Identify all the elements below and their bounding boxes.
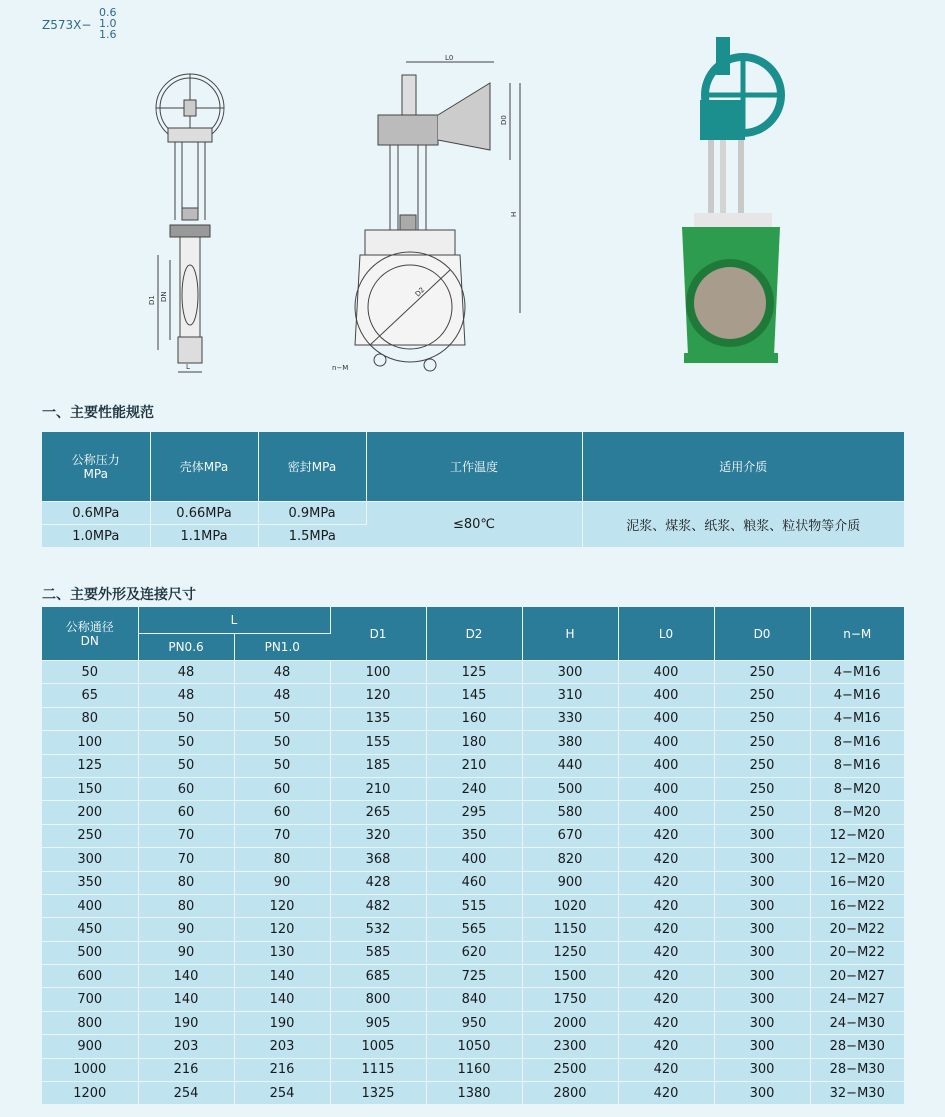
table-cell: 1005 <box>330 1035 426 1058</box>
table-cell: 20−M27 <box>810 965 904 988</box>
table-cell: 400 <box>618 754 714 777</box>
table-row <box>42 707 904 730</box>
table-cell: 300 <box>714 1035 810 1058</box>
table-cell: 250 <box>714 777 810 800</box>
table-cell: 70 <box>234 824 330 847</box>
table-cell: 250 <box>42 824 138 847</box>
header-seal: 密封MPa <box>258 432 366 502</box>
table-cell: 1250 <box>522 941 618 964</box>
table-cell: 120 <box>234 894 330 917</box>
side-view-drawing <box>130 60 240 380</box>
table-cell: 203 <box>234 1035 330 1058</box>
table-cell: 1000 <box>42 1058 138 1081</box>
table-cell: 685 <box>330 965 426 988</box>
table-row <box>42 871 904 894</box>
table-cell: 125 <box>42 754 138 777</box>
table-cell: 1200 <box>42 1082 138 1105</box>
model-base: Z573X− <box>42 18 92 32</box>
table-cell: 8−M16 <box>810 731 904 754</box>
table-row <box>42 731 904 754</box>
table-cell: 210 <box>426 754 522 777</box>
table-cell: 400 <box>426 848 522 871</box>
header-nominal-pressure: 公称压力 MPa <box>42 432 150 502</box>
table-cell: 50 <box>42 661 138 684</box>
table-cell: 50 <box>138 707 234 730</box>
table-cell: 400 <box>618 801 714 824</box>
table-cell: 310 <box>522 684 618 707</box>
table-cell: 950 <box>426 1011 522 1034</box>
table-row <box>42 1035 904 1058</box>
table-cell: 48 <box>234 684 330 707</box>
table-cell: 300 <box>714 1011 810 1034</box>
table-cell: 1150 <box>522 918 618 941</box>
table-cell: 50 <box>234 707 330 730</box>
table-cell: 28−M30 <box>810 1058 904 1081</box>
table-cell: 532 <box>330 918 426 941</box>
table-cell: 145 <box>426 684 522 707</box>
table-cell: 840 <box>426 988 522 1011</box>
table-cell: 1500 <box>522 965 618 988</box>
table-cell: 0.9MPa <box>258 502 366 525</box>
table-cell: 700 <box>42 988 138 1011</box>
model-code <box>42 6 132 42</box>
table-cell: 300 <box>714 871 810 894</box>
table-cell: 0.6MPa <box>42 502 150 525</box>
table-row <box>42 848 904 871</box>
table-row <box>42 661 904 684</box>
table-cell: 500 <box>42 941 138 964</box>
table-cell: 32−M30 <box>810 1082 904 1105</box>
section2-title: 二、主要外形及连接尺寸 <box>42 587 196 603</box>
table-cell: 60 <box>138 777 234 800</box>
table-cell: 428 <box>330 871 426 894</box>
dimension-table <box>42 607 904 1105</box>
table-cell: 565 <box>426 918 522 941</box>
valve-product-image <box>668 35 798 375</box>
table-cell: 515 <box>426 894 522 917</box>
table-cell: 254 <box>234 1082 330 1105</box>
table-cell: 70 <box>138 848 234 871</box>
table-cell: 65 <box>42 684 138 707</box>
table-cell: 24−M27 <box>810 988 904 1011</box>
table-cell: 420 <box>618 918 714 941</box>
table-cell: 300 <box>714 848 810 871</box>
table-cell: 60 <box>138 801 234 824</box>
table-cell: 420 <box>618 894 714 917</box>
table-cell: 300 <box>714 824 810 847</box>
label-l: L <box>186 363 190 371</box>
table-cell: 400 <box>618 707 714 730</box>
table-cell: 450 <box>42 918 138 941</box>
temperature-value: ≤80℃ <box>366 502 582 548</box>
model-pressure-1: 0.6 <box>99 6 117 19</box>
table-cell: 8−M20 <box>810 777 904 800</box>
table-cell: 600 <box>42 965 138 988</box>
table-row <box>42 894 904 917</box>
table-cell: 300 <box>714 988 810 1011</box>
table-row <box>42 1082 904 1105</box>
table-cell: 50 <box>138 731 234 754</box>
table-cell: 2800 <box>522 1082 618 1105</box>
table-cell: 300 <box>714 965 810 988</box>
table-cell: 1050 <box>426 1035 522 1058</box>
table-cell: 300 <box>714 1058 810 1081</box>
table-row <box>42 777 904 800</box>
table-cell: 585 <box>330 941 426 964</box>
table-cell: 1.5MPa <box>258 525 366 548</box>
performance-spec-table <box>42 432 904 548</box>
table-cell: 100 <box>42 731 138 754</box>
table-cell: 440 <box>522 754 618 777</box>
table-cell: 90 <box>138 941 234 964</box>
table-cell: 90 <box>138 918 234 941</box>
table-cell: 120 <box>330 684 426 707</box>
table-cell: 300 <box>714 894 810 917</box>
header-d2: D2 <box>426 607 522 661</box>
front-view-drawing <box>330 55 530 385</box>
table-cell: 190 <box>234 1011 330 1034</box>
table-cell: 250 <box>714 684 810 707</box>
header-temperature: 工作温度 <box>366 432 582 502</box>
table-cell: 1325 <box>330 1082 426 1105</box>
table-cell: 420 <box>618 1011 714 1034</box>
label-h: H <box>510 211 518 217</box>
table-cell: 0.66MPa <box>150 502 258 525</box>
table-cell: 140 <box>138 988 234 1011</box>
table-row <box>42 941 904 964</box>
table-cell: 24−M30 <box>810 1011 904 1034</box>
table-cell: 80 <box>138 871 234 894</box>
table-cell: 8−M20 <box>810 801 904 824</box>
table-cell: 460 <box>426 871 522 894</box>
table-cell: 50 <box>234 754 330 777</box>
table-cell: 60 <box>234 777 330 800</box>
table-row <box>42 988 904 1011</box>
table-cell: 900 <box>42 1035 138 1058</box>
table-cell: 320 <box>330 824 426 847</box>
table-cell: 48 <box>138 661 234 684</box>
header-shell: 壳体MPa <box>150 432 258 502</box>
table-cell: 250 <box>714 801 810 824</box>
table-cell: 20−M22 <box>810 941 904 964</box>
label-d2: D2 <box>413 285 427 299</box>
table-cell: 200 <box>42 801 138 824</box>
table-cell: 350 <box>42 871 138 894</box>
table-cell: 420 <box>618 1082 714 1105</box>
model-pressure-3: 1.6 <box>99 28 117 41</box>
table-row <box>42 918 904 941</box>
table-cell: 28−M30 <box>810 1035 904 1058</box>
table-cell: 4−M16 <box>810 661 904 684</box>
table-cell: 420 <box>618 988 714 1011</box>
table-cell: 300 <box>522 661 618 684</box>
table-cell: 482 <box>330 894 426 917</box>
medium-value: 泥浆、煤浆、纸浆、粮浆、粒状物等介质 <box>582 502 904 548</box>
table-cell: 2500 <box>522 1058 618 1081</box>
dimension-table-body <box>42 661 904 1105</box>
table-cell: 185 <box>330 754 426 777</box>
table-cell: 250 <box>714 731 810 754</box>
table-cell: 203 <box>138 1035 234 1058</box>
table-cell: 420 <box>618 848 714 871</box>
header-l: L <box>138 607 330 634</box>
table-cell: 2000 <box>522 1011 618 1034</box>
table-cell: 12−M20 <box>810 848 904 871</box>
table-cell: 250 <box>714 707 810 730</box>
table-cell: 1.1MPa <box>150 525 258 548</box>
table-cell: 70 <box>138 824 234 847</box>
table-cell: 900 <box>522 871 618 894</box>
table-cell: 80 <box>42 707 138 730</box>
table-cell: 2300 <box>522 1035 618 1058</box>
table-cell: 16−M20 <box>810 871 904 894</box>
table-cell: 50 <box>138 754 234 777</box>
table-cell: 140 <box>234 988 330 1011</box>
table-cell: 1380 <box>426 1082 522 1105</box>
table-cell: 265 <box>330 801 426 824</box>
table-cell: 125 <box>426 661 522 684</box>
table-cell: 350 <box>426 824 522 847</box>
table-row <box>42 965 904 988</box>
table-cell: 1115 <box>330 1058 426 1081</box>
header-h: H <box>522 607 618 661</box>
table-cell: 905 <box>330 1011 426 1034</box>
table-cell: 420 <box>618 824 714 847</box>
label-d1: D1 <box>148 295 156 305</box>
table-cell: 1.0MPa <box>42 525 150 548</box>
table-cell: 725 <box>426 965 522 988</box>
table-cell: 80 <box>138 894 234 917</box>
header-nm: n−M <box>810 607 904 661</box>
table-row <box>42 1058 904 1081</box>
table-cell: 240 <box>426 777 522 800</box>
table-cell: 400 <box>618 777 714 800</box>
table-cell: 420 <box>618 1058 714 1081</box>
table-cell: 820 <box>522 848 618 871</box>
table-cell: 50 <box>234 731 330 754</box>
table-cell: 60 <box>234 801 330 824</box>
label-nm: n−M <box>332 364 349 372</box>
header-d0: D0 <box>714 607 810 661</box>
header-l-pn06: PN0.6 <box>138 634 234 661</box>
table-cell: 400 <box>618 731 714 754</box>
table-cell: 210 <box>330 777 426 800</box>
table-cell: 254 <box>138 1082 234 1105</box>
table-cell: 8−M16 <box>810 754 904 777</box>
table-cell: 670 <box>522 824 618 847</box>
table-cell: 420 <box>618 871 714 894</box>
table-cell: 16−M22 <box>810 894 904 917</box>
table-cell: 500 <box>522 777 618 800</box>
table-cell: 800 <box>330 988 426 1011</box>
table-cell: 420 <box>618 965 714 988</box>
table-cell: 140 <box>234 965 330 988</box>
table-row <box>42 684 904 707</box>
table-cell: 48 <box>234 661 330 684</box>
table-cell: 48 <box>138 684 234 707</box>
table-cell: 190 <box>138 1011 234 1034</box>
table-cell: 90 <box>234 871 330 894</box>
label-d0: D0 <box>500 115 508 125</box>
header-d1: D1 <box>330 607 426 661</box>
table-cell: 150 <box>42 777 138 800</box>
header-dn: 公称通径 DN <box>42 607 138 661</box>
table-cell: 1160 <box>426 1058 522 1081</box>
table-cell: 155 <box>330 731 426 754</box>
table-cell: 300 <box>42 848 138 871</box>
header-medium: 适用介质 <box>582 432 904 502</box>
table-cell: 300 <box>714 918 810 941</box>
table-cell: 250 <box>714 754 810 777</box>
table-cell: 4−M16 <box>810 684 904 707</box>
model-pressure-2: 1.0 <box>99 17 117 30</box>
table-cell: 4−M16 <box>810 707 904 730</box>
table-cell: 330 <box>522 707 618 730</box>
table-cell: 20−M22 <box>810 918 904 941</box>
table-row <box>42 1011 904 1034</box>
table-cell: 135 <box>330 707 426 730</box>
table-row <box>42 754 904 777</box>
table-row <box>42 824 904 847</box>
table-cell: 1020 <box>522 894 618 917</box>
table-cell: 368 <box>330 848 426 871</box>
table-row <box>42 801 904 824</box>
table-cell: 800 <box>42 1011 138 1034</box>
table-cell: 12−M20 <box>810 824 904 847</box>
table-cell: 120 <box>234 918 330 941</box>
table-cell: 420 <box>618 1035 714 1058</box>
table-cell: 380 <box>522 731 618 754</box>
table-cell: 300 <box>714 1082 810 1105</box>
table-cell: 400 <box>618 661 714 684</box>
header-l-pn10: PN1.0 <box>234 634 330 661</box>
table-cell: 130 <box>234 941 330 964</box>
table-cell: 180 <box>426 731 522 754</box>
table-cell: 250 <box>714 661 810 684</box>
table-cell: 400 <box>42 894 138 917</box>
section1-title: 一、主要性能规范 <box>42 405 154 421</box>
table-cell: 300 <box>714 941 810 964</box>
table-cell: 620 <box>426 941 522 964</box>
table-cell: 100 <box>330 661 426 684</box>
table-cell: 580 <box>522 801 618 824</box>
table-cell: 1750 <box>522 988 618 1011</box>
table-cell: 420 <box>618 941 714 964</box>
table-cell: 216 <box>234 1058 330 1081</box>
table-cell: 295 <box>426 801 522 824</box>
table-cell: 216 <box>138 1058 234 1081</box>
label-dn: DN <box>160 291 168 302</box>
label-l0: L0 <box>445 55 454 62</box>
table-cell: 160 <box>426 707 522 730</box>
table-cell: 80 <box>234 848 330 871</box>
table-cell: 140 <box>138 965 234 988</box>
header-l0: L0 <box>618 607 714 661</box>
table-cell: 400 <box>618 684 714 707</box>
